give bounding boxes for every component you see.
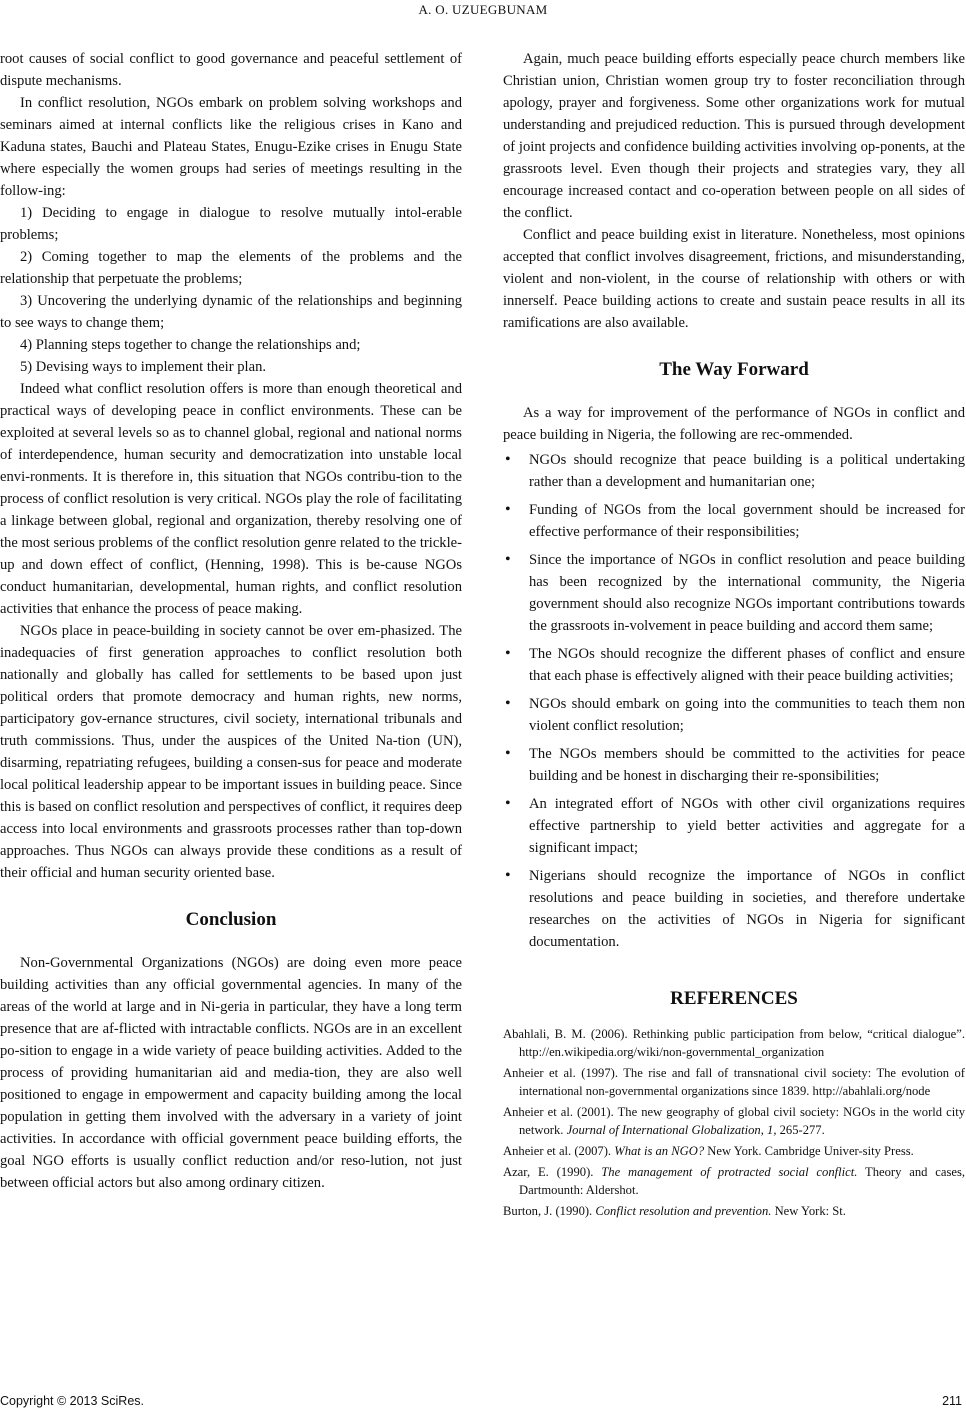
list-item: • The NGOs members should be committed to the activities for peace building and be honest in discharging their re-sponsibilities; bbox=[503, 743, 965, 787]
list-item: • NGOs should embark on going into the communities to teach them non violent conflict resolution; bbox=[503, 693, 965, 737]
reference-text: Anheier et al. (1997). The rise and fall of transnational civil society: The evolution of international non-governmental organizations since 1839. http://abahlali.org/node bbox=[503, 1066, 965, 1098]
section-heading-conclusion: Conclusion bbox=[185, 909, 277, 930]
paragraph: Conflict and peace building exist in literature. Nonetheless, most opinions accepted that conflict involves disagreement, frictions, and misunderstanding, violent and non-violent, in the course of relationship with others or with innerself. Peace building actions to create and sustain peace results in all its ramifications are also available. bbox=[503, 227, 965, 331]
reference-title: Conflict resolution and prevention. bbox=[595, 1204, 772, 1218]
right-column bbox=[503, 48, 965, 1223]
list-item: • An integrated effort of NGOs with other civil organizations requires effective partnership to yield better activities and aggregate for a significant impact; bbox=[503, 793, 965, 859]
list-item: • NGOs should recognize that peace building is a political undertaking rather than a development and humanitarian one; bbox=[503, 449, 965, 493]
paragraph: Indeed what conflict resolution offers is more than enough theoretical and practical ways of developing peace in conflict environments. These can be exploited at several levels so as to channel global, regional and national norms of interdependence, human security and democratization into unstable local envi-ronments. It is therefore in, this situation that NGOs contribu-tion to the process of conflict resolution is very critical. NGOs play the role of facilitating a linkage between global, regional and organization, thereby resolving one of the most serious problems of the conflict resolution genre related to the trickle-up and down effect of conflict, (Henning, 1998). This is be-cause NGOs conduct humanitarian, developmental, human rights, and conflict resolution activities that enhance the process of peace making. bbox=[0, 381, 462, 617]
list-item: 1) Deciding to engage in dialogue to resolve mutually intol-erable problems; bbox=[0, 205, 462, 243]
left-column bbox=[0, 48, 462, 1194]
reference-text: New York. Cambridge Univer-sity Press. bbox=[704, 1144, 914, 1158]
reference-text: Theory and cases, Dartmounth: Aldershot. bbox=[519, 1165, 965, 1197]
recommendation-list bbox=[503, 449, 965, 953]
page-number: 211 bbox=[942, 1394, 962, 1408]
reference-text: Anheier et al. (2007). bbox=[503, 1144, 615, 1158]
paragraph: root causes of social conflict to good governance and peaceful settlement of dispute mechanisms. bbox=[0, 51, 462, 89]
paragraph: In conflict resolution, NGOs embark on problem solving workshops and seminars aimed at internal conflicts like the religious crises in Kano and Kaduna states, Bauchi and Plateau States, Enugu-Ezike crises in Enugu State where especially the women groups had series of meetings resulting in the follow-ing: bbox=[0, 95, 462, 199]
paragraph: Again, much peace building efforts especially peace church members like Christian union, Christian women group try to foster reconciliation through apology, prayer and forgiveness. Some other organizations work for mutual understanding and prejudiced reduction. This is pursued through development of joint projects and confidence building activities involving op-ponents, at the grassroots level. Even though their projects and strategies vary, they all encourage increased contact and co-operation between people on all sides of the conflict. bbox=[503, 51, 965, 221]
section-heading-references: REFERENCES bbox=[670, 988, 798, 1009]
reference-title: The management of protracted social conflict. bbox=[601, 1165, 858, 1179]
list-item: • Funding of NGOs from the local government should be increased for effective performance of their responsibilities; bbox=[503, 499, 965, 543]
list-item: • Since the importance of NGOs in conflict resolution and peace building has been recognized by the international community, the Nigeria government should also recognize NGOs important contributions towards the grassroots in-volvement in peace building and accord them same; bbox=[503, 549, 965, 637]
reference-text: 265-277. bbox=[776, 1123, 825, 1137]
copyright-footer: Copyright © 2013 SciRes. bbox=[0, 1394, 145, 1408]
list-item: 5) Devising ways to implement their plan. bbox=[20, 359, 267, 375]
list-item: • The NGOs should recognize the different phases of conflict and ensure that each phase is effectively aligned with their peace building activities; bbox=[503, 643, 965, 687]
reference-text: Abahlali, B. M. (2006). Rethinking public participation from below, “critical dialogue”. http://en.wikipedia.org/wiki/non-governmental_organization bbox=[503, 1027, 965, 1059]
section-heading-way-forward: The Way Forward bbox=[659, 359, 809, 380]
reference-title: What is an NGO? bbox=[614, 1144, 705, 1158]
reference-text: New York: St. bbox=[771, 1204, 846, 1218]
list-item: 3) Uncovering the underlying dynamic of the relationships and beginning to see ways to change them; bbox=[0, 293, 462, 331]
reference-item bbox=[503, 1103, 965, 1139]
reference-text: Azar, E. (1990). bbox=[503, 1165, 602, 1179]
reference-list bbox=[503, 1025, 965, 1220]
running-head: A. O. UZUEGBUNAM bbox=[418, 2, 548, 17]
reference-text: Anheier et al. (2001). The new geography of global civil society: NGOs in the world city network. bbox=[503, 1105, 965, 1137]
paragraph: NGOs place in peace-building in society cannot be over em-phasized. The inadequacies of first generation approaches to conflict resolution both nationally and globally has called for settlements to be based upon just political orders that promote democracy and human rights, new norms, participatory gov-ernance structures, civil society, international tribunals and truth commissions. Thus, under the auspices of the United Na-tion (UN), disarming, repatriating refugees, building a consen-sus for peace and moderate local political leadership appear to be important issues in building peace. Since this is based on conflict resolution and perspectives of conflict, it requires deep access into local environments and grassroots processes rather than top-down approaches. Thus NGOs can always provide these conditions as a result of their official and human security oriented base. bbox=[0, 623, 462, 881]
list-item: 4) Planning steps together to change the relationships and; bbox=[20, 337, 361, 353]
paragraph: Non-Governmental Organizations (NGOs) are doing even more peace building activities than any official governmental agencies. In many of the areas of the world at large and in Ni-geria in particular, they have a long term presence that are af-flicted with intractable conflicts. NGOs are in an excellent po-sition to engage in a wide variety of peace building activities. Added to the process of providing humanitarian aid and media-tion, they are also well positioned to engage in empowerment and capacity building among the local population in getting them involved with the adversary in a variety of joint activities. In accordance with official government peace building efforts, the goal NGO efforts is usually conflict reduction and/or reso-lution, not just between official actors but also among ordinary citizen. bbox=[0, 955, 462, 1191]
reference-item bbox=[503, 1142, 965, 1160]
reference-item bbox=[503, 1025, 965, 1061]
paragraph: As a way for improvement of the performance of NGOs in conflict and peace building in Nigeria, the following are rec-ommended. bbox=[503, 405, 965, 443]
reference-item bbox=[503, 1163, 965, 1199]
reference-item bbox=[503, 1202, 965, 1220]
list-item: • Nigerians should recognize the importance of NGOs in conflict resolutions and peace building in societies, and therefore undertake researches on the activities of NGOs in Nigeria for significant documentation. bbox=[503, 865, 965, 953]
list-item: 2) Coming together to map the elements of the problems and the relationship that perpetuate the problems; bbox=[0, 249, 462, 287]
reference-text: Burton, J. (1990). bbox=[503, 1204, 596, 1218]
reference-item bbox=[503, 1064, 965, 1100]
reference-journal: Journal of International Globalization, 1, bbox=[566, 1123, 777, 1137]
